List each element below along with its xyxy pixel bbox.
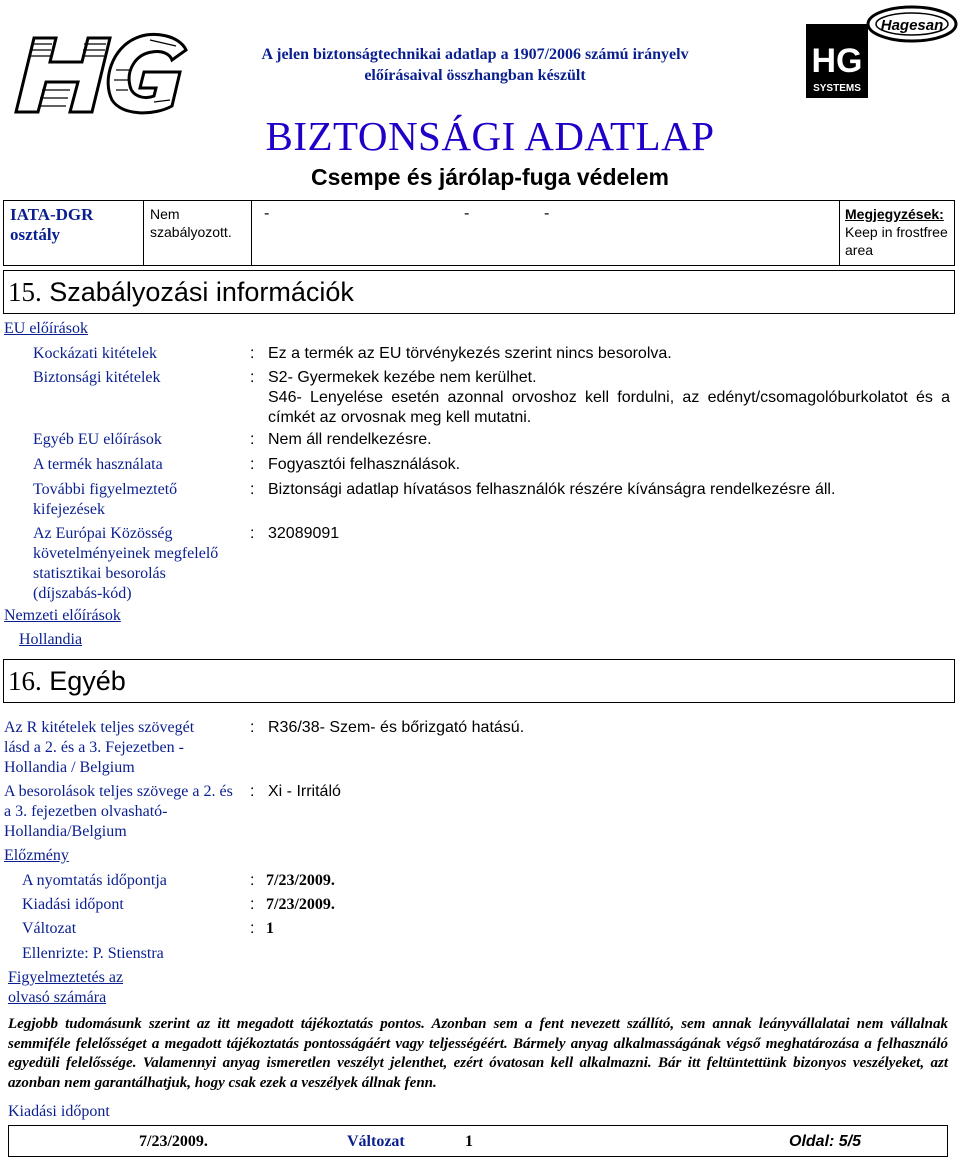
netherlands-link[interactable]: Hollandia (19, 631, 83, 648)
r-phrases-full-text-label: Az R kitételek teljes szövegét lásd a 2. és a 3. Fejezetben - Hollandia / Belgium (4, 719, 195, 776)
classification-full-text-label: A besorolások teljes szövege a 2. és a 3. fejezetben olvasható- Hollandia/Belgium (4, 783, 233, 840)
colon: : (250, 525, 255, 542)
svg-text:HG: HG (811, 42, 863, 80)
further-warnings-value: Biztonsági adatlap hívatásos felhasználók részére kívánságra rendelkezésre áll. (268, 481, 836, 498)
colon: : (250, 872, 255, 889)
safety-phrase-s2: S2- Gyermekek kezébe nem kerülhet. (268, 369, 537, 386)
issue-date-value: 7/23/2009. (266, 896, 335, 913)
issue-date-label: Kiadási időpont (22, 896, 124, 913)
checked-by-label: Ellenrizte: P. Stienstra (22, 945, 164, 962)
svg-text:HG: HG (64, 118, 66, 119)
iata-not-regulated-value: Nem szabályozott. (144, 201, 252, 265)
notes-title: Megjegyzések: (845, 206, 944, 222)
disclaimer-text: Legjobb tudomásunk szerint az itt megadott tájékoztatás pontos. Azonban sem a fent nevezett szállító, sem annak leányvállalatai nem vállalnak semmiféle felelősséget a megadott tájékoztatás pontosságáért vagy teljességéért. Bármely anyag alkalmasságának végső meghatározása a felhasználó egyedüli felelőssége. Valamennyi anyag ismeretlen veszélyt jelenthet, ezért óvatosan kell alkalmazni. Bár itt feltüntettünk bizonyos veszélyeket, azt azonban nem garantálhatjuk, hogy csak ezek a veszélyek állnak fenn. (8, 1016, 948, 1091)
national-regulations-link[interactable]: Nemzeti előírások (4, 607, 121, 624)
further-warnings-label: További figyelmeztető kifejezések (33, 481, 178, 518)
history-link[interactable]: Előzmény (4, 847, 69, 864)
safety-phrase-s46: S46- Lenyelése esetén azonnal orvoshoz kell fordulni, az edényt/csomagolóburkolatot és a címkét az orvosnak meg kell mutatni. (268, 389, 950, 426)
transport-notes (840, 201, 956, 265)
colon: : (250, 481, 255, 498)
section-15-number: 15. (8, 277, 42, 307)
regulation-notice-line1: A jelen biztonságtechnikai adatlap a 1907/2006 számú irányelv (261, 46, 689, 63)
section-16-header (3, 659, 955, 703)
safety-phrases-label: Biztonsági kitételek (33, 369, 161, 386)
iata-dgr-class-label: IATA-DGR osztály (4, 201, 144, 265)
colon: : (250, 719, 255, 736)
notes-value: Keep in frostfree area (845, 224, 948, 258)
transport-dash: - (464, 205, 470, 222)
colon: : (250, 345, 255, 362)
hg-logo (4, 10, 194, 120)
transport-dash: - (264, 205, 270, 222)
svg-text:SYSTEMS: SYSTEMS (813, 83, 861, 94)
risk-phrases-label: Kockázati kitételek (33, 345, 157, 362)
product-use-label: A termék használata (33, 456, 163, 473)
regulation-notice (230, 44, 720, 86)
colon: : (250, 431, 255, 448)
footer-issue-date-label: Kiadási időpont (8, 1103, 110, 1120)
product-name: Csempe és járólap-fuga védelem (311, 164, 669, 190)
colon: : (250, 369, 255, 386)
classification-full-text-value: Xi - Irritáló (268, 783, 341, 800)
r-phrases-full-text-value: R36/38- Szem- és bőrizgató hatású. (268, 719, 525, 736)
version-label: Változat (22, 920, 77, 937)
transport-classification-row (3, 200, 955, 266)
statistical-classification-value: 32089091 (268, 525, 340, 542)
colon: : (250, 456, 255, 473)
hagesan-hg-systems-logo (800, 0, 960, 104)
footer-date: 7/23/2009. (139, 1133, 208, 1150)
footer-version-label: Változat (347, 1133, 405, 1150)
colon: : (250, 783, 255, 800)
other-eu-regulations-label: Egyéb EU előírások (33, 431, 162, 448)
section-15-title: Szabályozási információk (49, 277, 354, 307)
section-16-title: Egyéb (49, 666, 126, 696)
product-use-value: Fogyasztói felhasználások. (268, 456, 461, 473)
section-15-header (3, 270, 955, 314)
print-date-value: 7/23/2009. (266, 872, 335, 889)
eu-regulations-link[interactable]: EU előírások (4, 320, 88, 337)
section-16-number: 16. (8, 666, 42, 696)
footer-version-value: 1 (465, 1133, 473, 1150)
transport-dash: - (544, 205, 550, 222)
transport-empty-fields (252, 201, 840, 265)
statistical-classification-label: Az Európai Közösség követelményeinek megfelelő statisztikai besorolás (díjszabás-kód) (33, 525, 219, 602)
other-eu-regulations-value: Nem áll rendelkezésre. (268, 431, 432, 448)
regulation-notice-line2: előírásaival összhangban készült (364, 67, 586, 84)
print-date-label: A nyomtatás időpontja (22, 872, 167, 889)
footer-box (8, 1125, 948, 1157)
colon: : (250, 920, 255, 937)
reader-notice-link[interactable]: Figyelmeztetés az olvasó számára (8, 969, 124, 1006)
svg-text:Hagesan: Hagesan (880, 17, 944, 34)
version-value: 1 (266, 920, 274, 937)
footer-page-number: Oldal: 5/5 (789, 1133, 862, 1150)
risk-phrases-value: Ez a termék az EU törvénykezés szerint nincs besorolva. (268, 345, 672, 362)
document-title: BIZTONSÁGI ADATLAP (265, 113, 715, 159)
colon: : (250, 896, 255, 913)
safety-phrases-value (268, 368, 950, 428)
